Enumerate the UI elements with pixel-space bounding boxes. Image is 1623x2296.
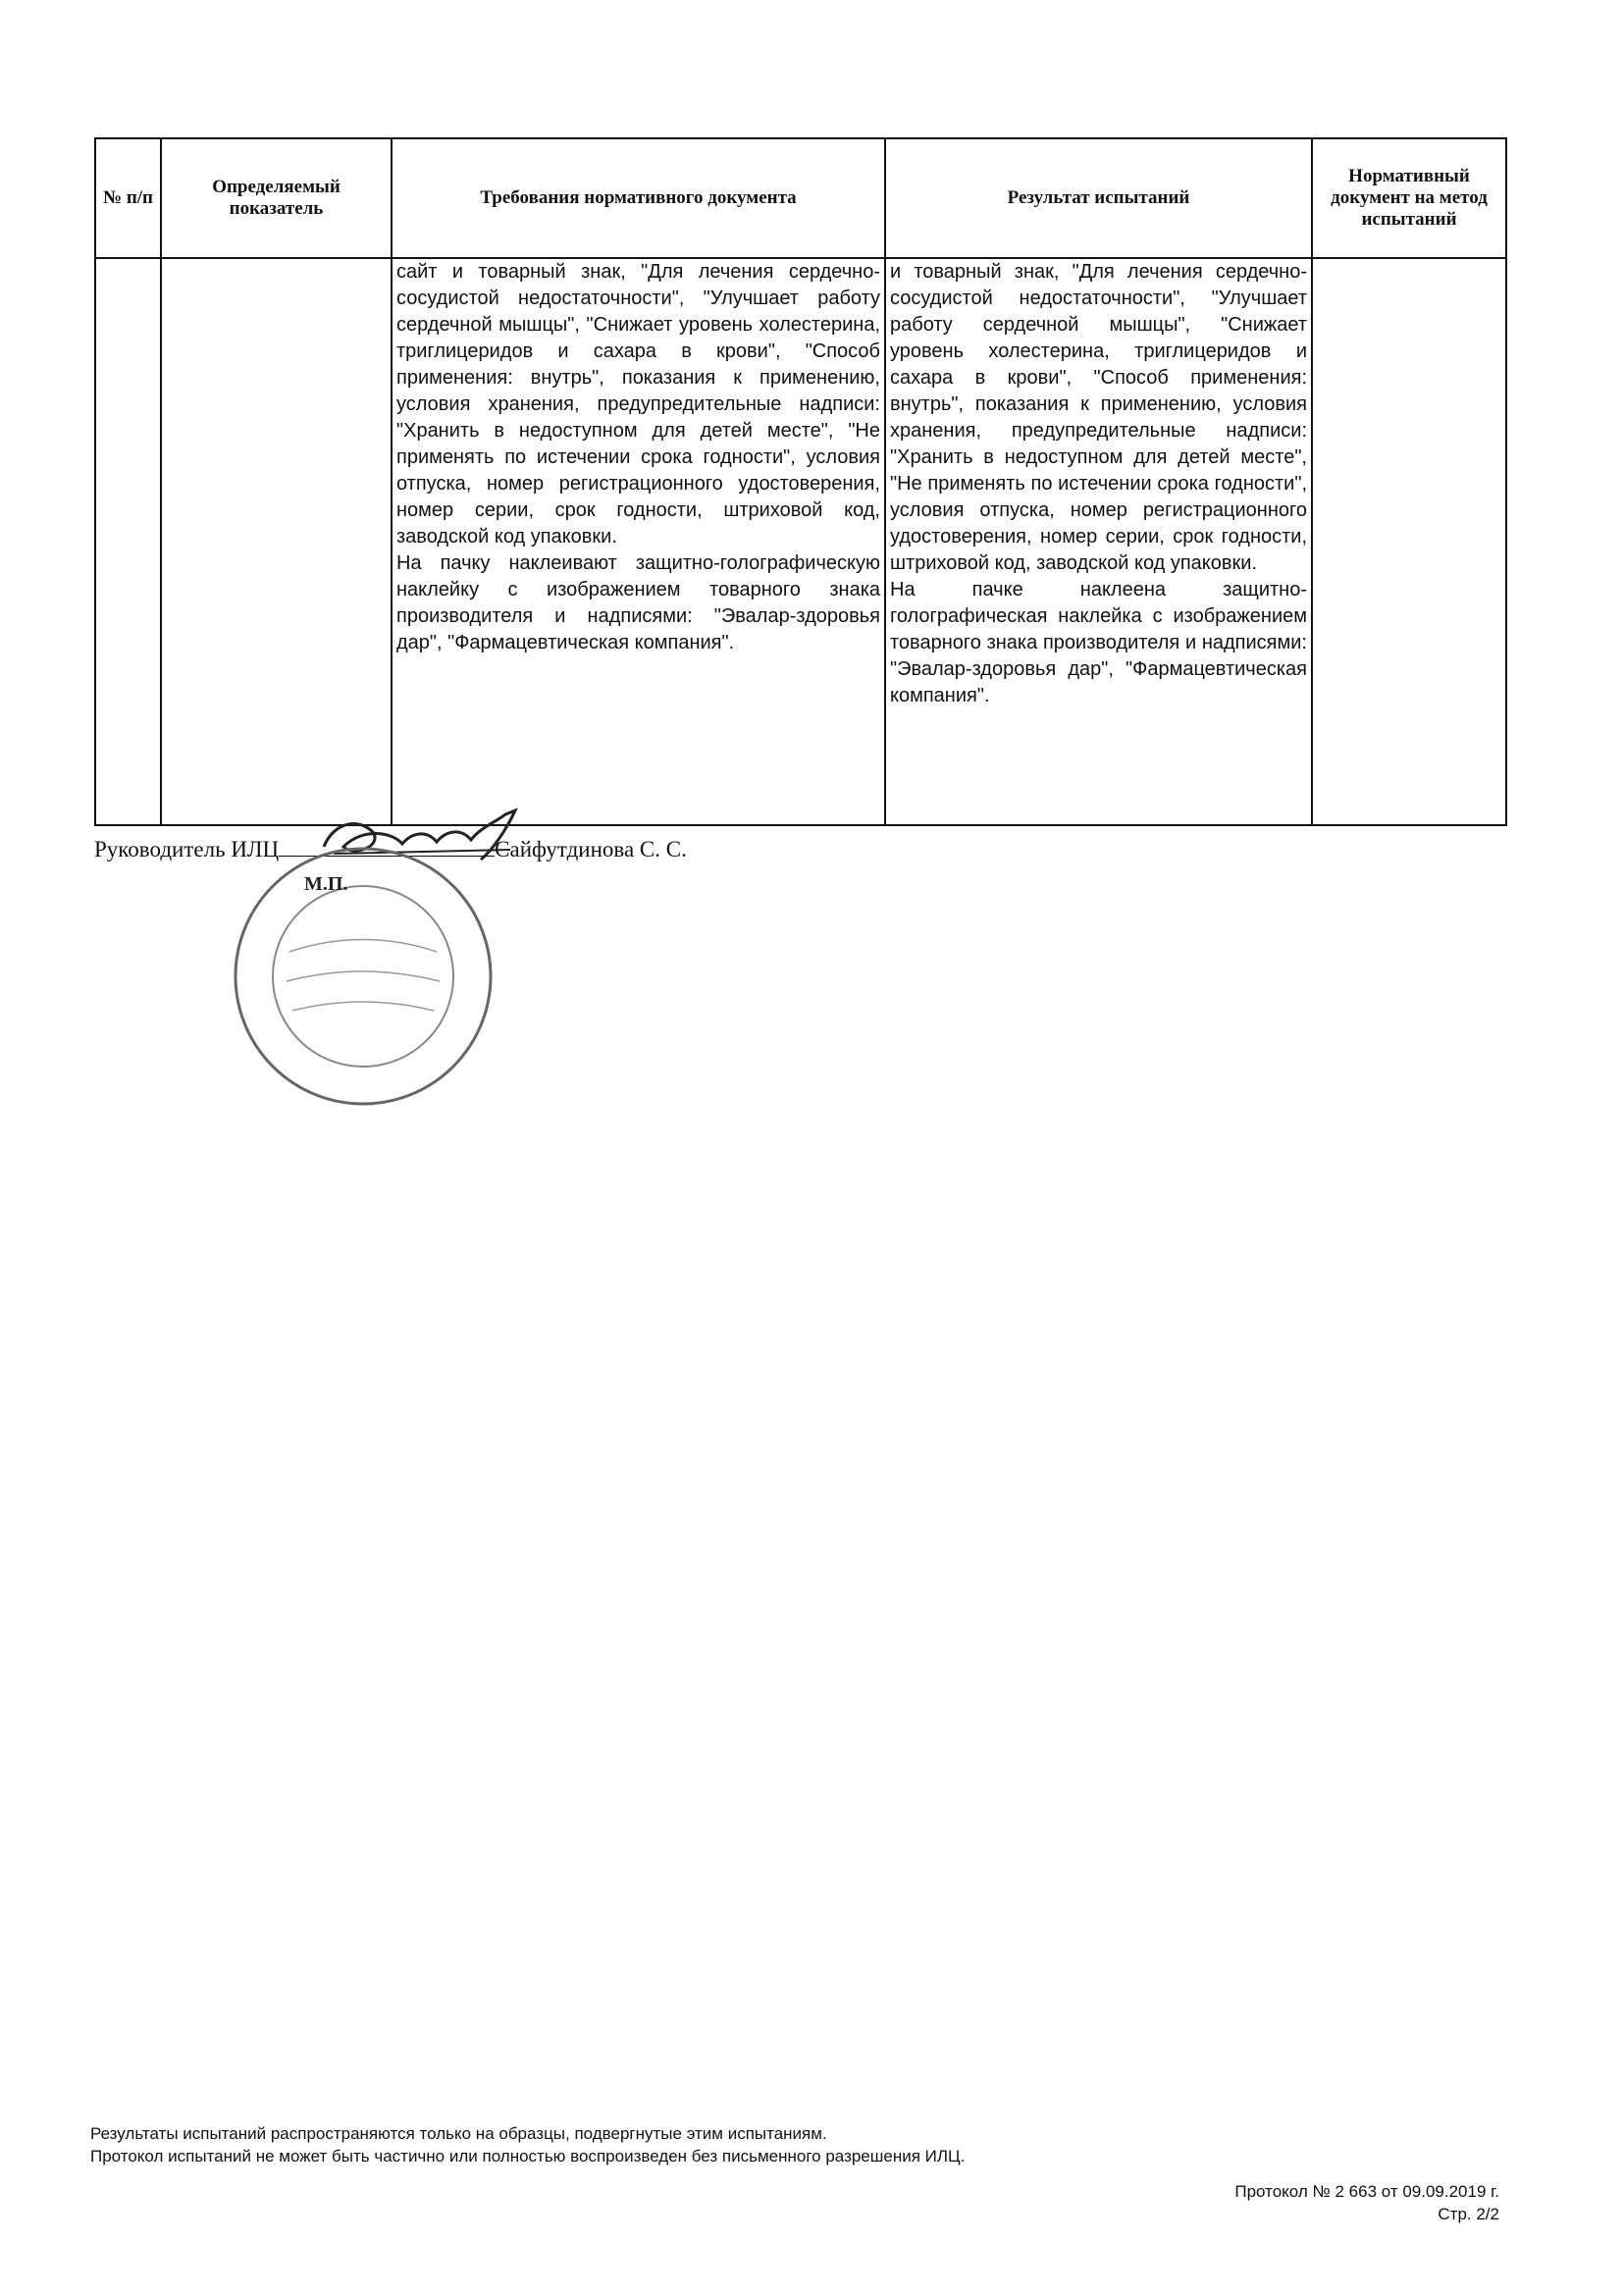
header-method-doc: Нормативный документ на метод испытаний	[1312, 138, 1506, 258]
cell-indicator	[161, 258, 392, 825]
result-text: и товарный знак, "Для лечения сердечно-сосудистой недостаточности", "Улучшает работу сердечной мышцы", "Снижает уровень холестерина, триглицеридов и сахара в крови", "Способ применения: внутрь", показания к применению, условия хранения, предупредительные надписи: "Хранить в недоступном для детей месте", "Не применять по истечении срока годности", условия отпуска, номер регистрационного удостоверения, номер серии, срок годности, штриховой код, заводской код упаковки.	[890, 261, 1307, 574]
official-stamp	[216, 844, 510, 1109]
table-row	[95, 258, 1506, 825]
protocol-number: Протокол № 2 663 от 09.09.2019 г.	[1234, 2182, 1499, 2201]
requirements-text-2: На пачку наклеивают защитно-голографическую наклейку с изображением товарного знака производителя и надписями: "Эвалар-здоровья дар", "Фармацевтическая компания".	[396, 552, 880, 653]
signatory-role: Руководитель ИЛЦ	[94, 837, 280, 861]
header-result: Результат испытаний	[885, 138, 1312, 258]
result-text-2: На пачке наклеена защитно-голографическая наклейка с изображением товарного знака производителя и надписями: "Эвалар-здоровья дар", "Фармацевтическая компания".	[890, 579, 1307, 706]
header-requirements: Требования нормативного документа	[392, 138, 885, 258]
cell-num	[95, 258, 161, 825]
header-indicator: Определяемый показатель	[161, 138, 392, 258]
cell-method-doc	[1312, 258, 1506, 825]
table-header-row	[95, 138, 1506, 258]
page-number: Стр. 2/2	[1438, 2205, 1499, 2223]
requirements-text: сайт и товарный знак, "Для лечения сердечно-сосудистой недостаточности", "Улучшает работу сердечной мышцы", "Снижает уровень холестерина, триглицеридов и сахара в крови", "Способ применения: внутрь", показания к применению, условия хранения, предупредительные надписи: "Хранить в недоступном для детей месте", "Не применять по истечении срока годности", условия отпуска, номер регистрационного удостоверения, номер серии, срок годности, штриховой код, заводской код упаковки.	[396, 261, 880, 548]
stamp-label: М.П.	[304, 873, 348, 895]
footer-note-2: Протокол испытаний не может быть частично или полностью воспроизведен без письменного разрешения ИЛЦ.	[90, 2147, 966, 2166]
cell-result	[885, 258, 1312, 825]
header-num: № п/п	[95, 138, 161, 258]
protocol-info	[1234, 2180, 1499, 2225]
cell-requirements	[392, 258, 885, 825]
footer-note-1: Результаты испытаний распространяются только на образцы, подвергнутые этим испытаниям.	[90, 2124, 827, 2143]
signatory-name: Сайфутдинова С. С.	[495, 837, 687, 861]
results-table	[94, 137, 1507, 826]
